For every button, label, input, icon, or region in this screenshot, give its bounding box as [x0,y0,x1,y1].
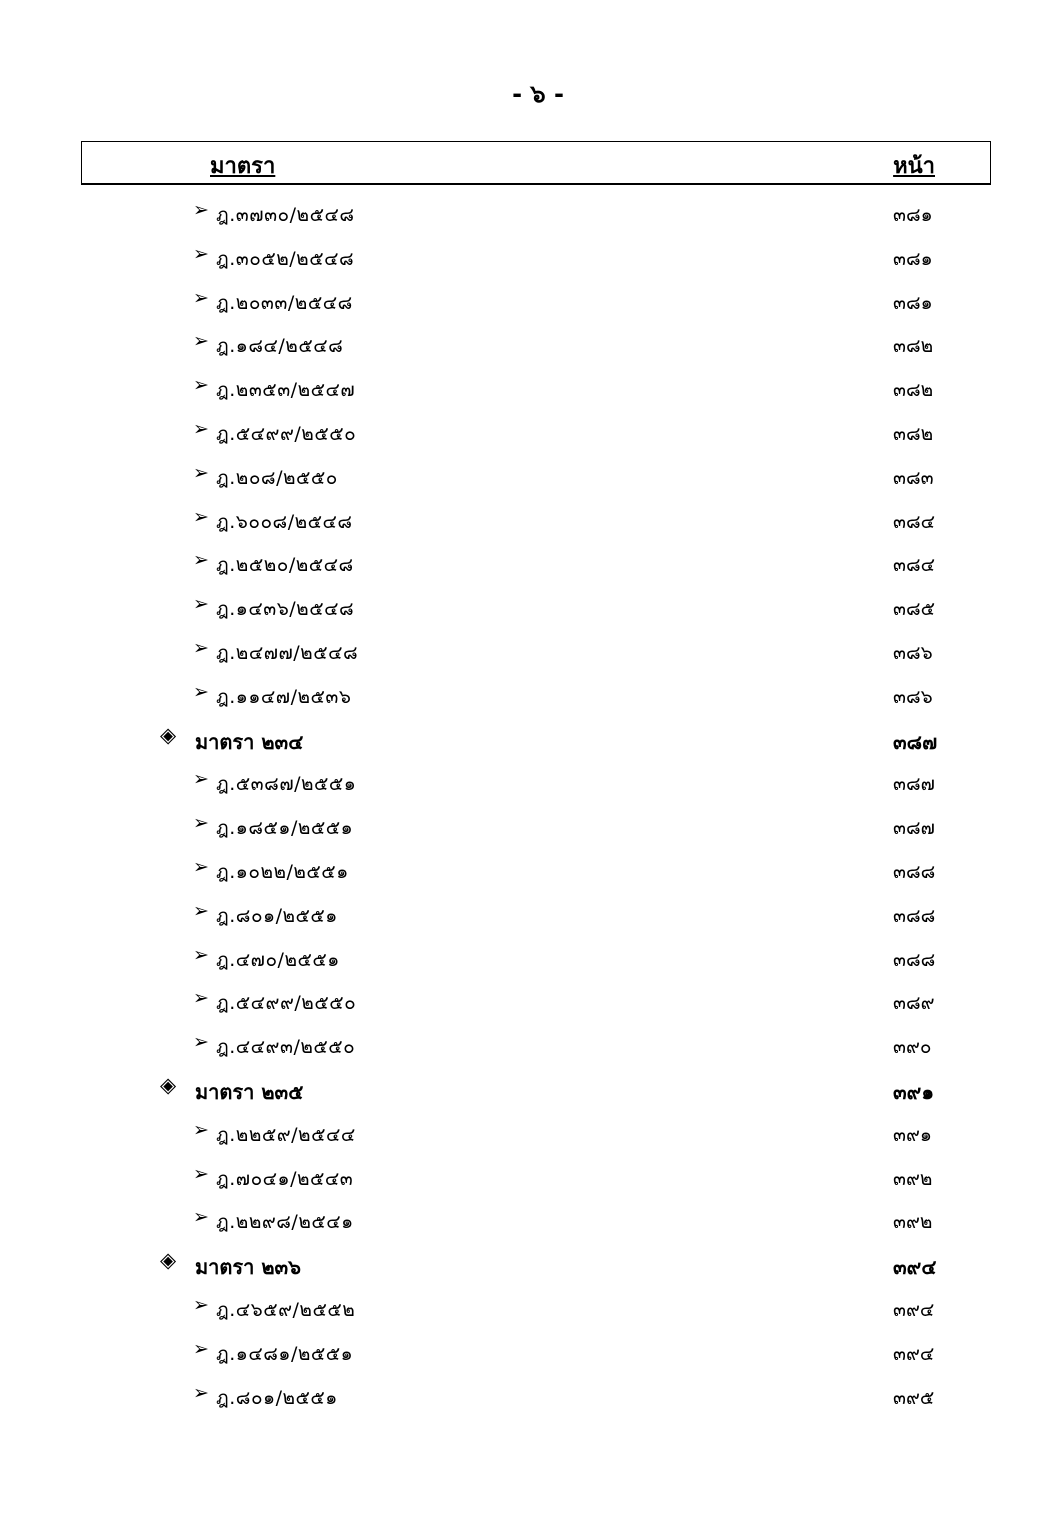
page-ref: ๓๘๖ [893,685,933,708]
arrow-bullet-icon: ➢ [193,1337,209,1360]
section-title: มาตรา ๒๓๕ [195,1079,304,1104]
arrow-bullet-icon: ➢ [193,1162,209,1185]
arrow-bullet-icon: ➢ [193,505,209,528]
section-heading-row [0,1244,1052,1288]
arrow-bullet-icon: ➢ [193,1206,209,1229]
case-number: ฎ.๔๗๐/๒๕๕๑ [216,948,340,971]
page-ref: ๓๘๘ [893,904,936,927]
page-ref: ๓๘๑ [893,247,933,270]
arrow-bullet-icon: ➢ [193,461,209,484]
case-entry-row [0,281,1052,325]
arrow-bullet-icon: ➢ [193,768,209,791]
case-number: ฎ.๖๐๐๘/๒๕๔๘ [216,510,353,533]
page-ref: ๓๘๒ [893,335,934,358]
section-title: มาตรา ๒๓๔ [195,729,304,754]
arrow-bullet-icon: ➢ [193,1293,209,1316]
arrow-bullet-icon: ➢ [193,987,209,1010]
case-entry-row [0,324,1052,368]
section-heading-row [0,719,1052,763]
header-page-label: หน้า [893,154,935,179]
case-number: ฎ.๕๔๙๙/๒๕๕๐ [216,422,357,445]
case-number: ฎ.๑๐๒๒/๒๕๕๑ [216,860,349,883]
header-section-label: มาตรา [210,154,276,179]
case-entry-row [0,762,1052,806]
page-ref: ๓๘๗ [893,729,938,754]
diamond-bullet-icon: ◈ [160,1072,177,1097]
page-ref: ๓๙๔ [893,1298,935,1321]
page-ref: ๓๙๕ [893,1386,935,1409]
case-entry-row [0,368,1052,412]
arrow-bullet-icon: ➢ [193,199,209,221]
page-ref: ๓๙๒ [893,1211,933,1234]
diamond-bullet-icon: ◈ [160,1248,177,1273]
case-number: ฎ.๓๐๕๒/๒๕๔๘ [216,247,355,270]
arrow-bullet-icon: ➢ [193,1118,209,1141]
case-entry-row [0,193,1052,237]
case-number: ฎ.๑๔๓๖/๒๕๔๘ [216,598,355,621]
arrow-bullet-icon: ➢ [193,1381,209,1404]
case-number: ฎ.๕๔๙๙/๒๕๕๐ [216,992,357,1015]
arrow-bullet-icon: ➢ [193,680,209,703]
case-entry-row [0,675,1052,719]
case-entry-row [0,543,1052,587]
case-number: ฎ.๒๐๓๓/๒๕๔๘ [216,291,353,314]
case-number: ฎ.๑๑๔๗/๒๕๓๖ [216,685,352,708]
arrow-bullet-icon: ➢ [193,374,209,397]
page-ref: ๓๘๘ [893,860,936,883]
index-entries [0,193,1052,1419]
section-heading-row [0,1069,1052,1113]
arrow-bullet-icon: ➢ [193,899,209,922]
diamond-bullet-icon: ◈ [160,722,177,747]
page-ref: ๓๘๗ [893,773,935,796]
page-ref: ๓๘๒ [893,379,934,402]
page-ref: ๓๘๔ [893,554,936,577]
page-ref: ๓๘๖ [893,641,933,664]
case-entry-row [0,631,1052,675]
case-entry-row [0,412,1052,456]
case-number: ฎ.๑๘๕๑/๒๕๕๑ [216,817,354,840]
page-ref: ๓๘๒ [893,422,934,445]
case-entry-row [0,981,1052,1025]
arrow-bullet-icon: ➢ [193,417,209,440]
arrow-bullet-icon: ➢ [193,812,209,835]
case-entry-row [0,938,1052,982]
page-ref: ๓๙๔ [893,1342,935,1365]
page-ref: ๓๙๑ [893,1079,935,1104]
page-ref: ๓๘๙ [893,992,935,1015]
case-number: ฎ.๒๓๕๓/๒๕๔๗ [216,379,356,402]
page-ref: ๓๙๑ [893,1123,932,1146]
case-number: ฎ.๔๔๙๓/๒๕๕๐ [216,1036,356,1059]
case-entry-row [0,500,1052,544]
case-entry-row [0,1376,1052,1420]
page-ref: ๓๘๓ [893,466,934,489]
case-entry-row [0,456,1052,500]
case-number: ฎ.๒๒๙๘/๒๕๔๑ [216,1211,354,1234]
case-entry-row [0,237,1052,281]
case-number: ฎ.๓๗๓๐/๒๕๔๘ [216,204,355,226]
arrow-bullet-icon: ➢ [193,636,209,659]
page-ref: ๓๘๑ [893,204,933,226]
page-ref: ๓๙๔ [893,1255,937,1280]
case-number: ฎ.๘๐๑/๒๕๕๑ [216,1386,338,1409]
case-entry-row [0,1332,1052,1376]
section-title: มาตรา ๒๓๖ [195,1255,301,1280]
case-number: ฎ.๑๘๔/๒๕๔๘ [216,335,344,358]
case-number: ฎ.๘๐๑/๒๕๕๑ [216,904,338,927]
case-entry-row [0,1157,1052,1201]
case-number: ฎ.๗๐๔๑/๒๕๔๓ [216,1167,354,1190]
case-number: ฎ.๔๖๕๙/๒๕๕๒ [216,1298,356,1321]
case-number: ฎ.๒๐๘/๒๕๕๐ [216,466,338,489]
case-entry-row [0,850,1052,894]
case-entry-row [0,894,1052,938]
page-ref: ๓๘๕ [893,598,936,621]
case-number: ฎ.๑๔๘๑/๒๕๕๑ [216,1342,354,1365]
arrow-bullet-icon: ➢ [193,593,209,616]
arrow-bullet-icon: ➢ [193,855,209,878]
page-ref: ๓๙๒ [893,1167,933,1190]
arrow-bullet-icon: ➢ [193,549,209,572]
case-number: ฎ.๒๒๕๙/๒๕๔๔ [216,1123,356,1146]
arrow-bullet-icon: ➢ [193,286,209,309]
page-ref: ๓๘๑ [893,291,933,314]
case-entry-row [0,806,1052,850]
page-ref: ๓๘๘ [893,948,936,971]
case-entry-row [0,587,1052,631]
case-number: ฎ.๕๓๘๗/๒๕๕๑ [216,773,357,796]
table-header [81,141,991,185]
arrow-bullet-icon: ➢ [193,242,209,265]
page-ref: ๓๘๔ [893,510,936,533]
case-entry-row [0,1025,1052,1069]
arrow-bullet-icon: ➢ [193,330,209,353]
case-number: ฎ.๒๕๒๐/๒๕๔๘ [216,554,354,577]
arrow-bullet-icon: ➢ [193,1031,209,1054]
page-ref: ๓๙๐ [893,1036,932,1059]
arrow-bullet-icon: ➢ [193,943,209,966]
case-entry-row [0,1113,1052,1157]
case-number: ฎ.๒๔๗๗/๒๕๔๘ [216,641,359,664]
case-entry-row [0,1200,1052,1244]
page-ref: ๓๘๗ [893,817,935,840]
page-number: - ๖ - [512,80,564,108]
case-entry-row [0,1288,1052,1332]
